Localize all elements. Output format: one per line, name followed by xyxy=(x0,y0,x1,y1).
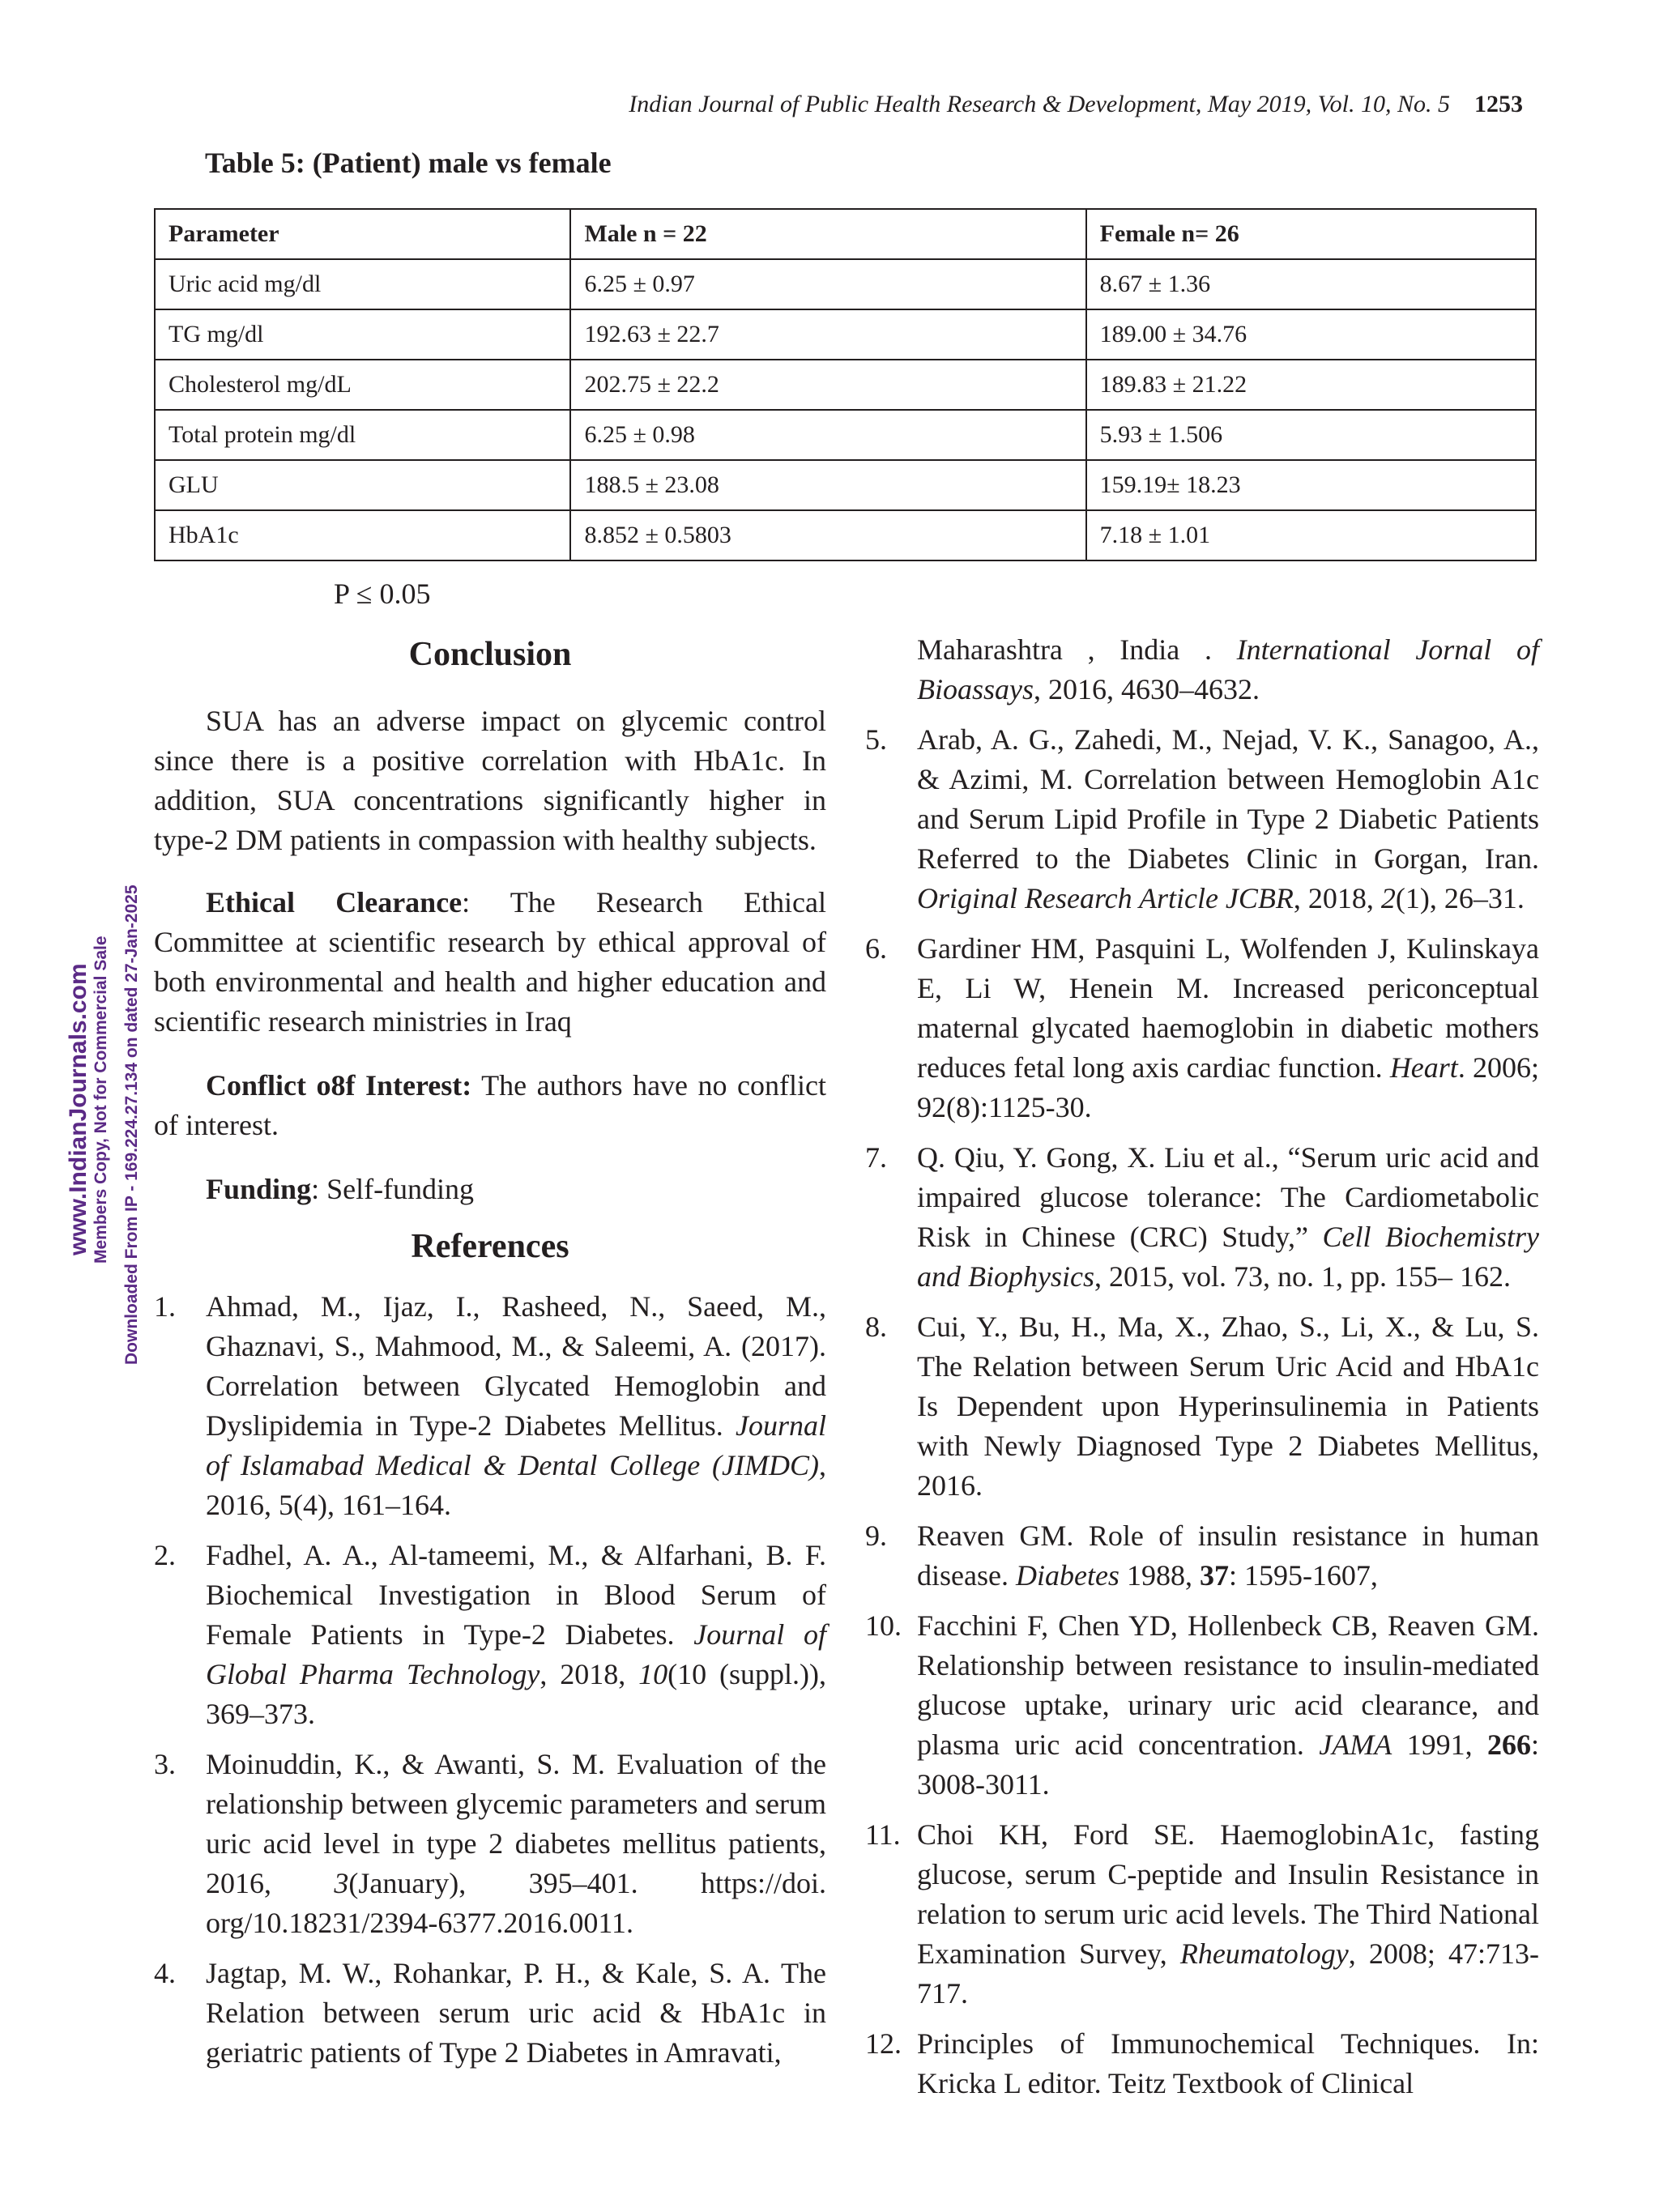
reference-text: Fadhel, A. A., Al-tameemi, M., & Alfarhani, B. F. Biochemical Investigation in Blood Serum of Female Patients in Type-2 Diabetes. Journal of Global Pharma Technology, 2018, 10(10 (suppl.)), 369–373. xyxy=(206,1539,826,1730)
table-cell: 189.00 ± 34.76 xyxy=(1086,309,1536,360)
column-header: Male n = 22 xyxy=(570,209,1085,259)
reference-item xyxy=(865,720,1539,918)
conflict-label: Conflict o8f Interest: xyxy=(206,1069,472,1102)
page-number: 1253 xyxy=(1474,91,1523,117)
ethical-clearance-paragraph xyxy=(154,883,826,1042)
funding-paragraph xyxy=(154,1170,826,1209)
reference-text: Cui, Y., Bu, H., Ma, X., Zhao, S., Li, X., & Lu, S. The Relation between Serum Uric Acid and HbA1c Is Dependent upon Hyperinsulinemia in Patients with Newly Diagnosed Type 2 Diabetes Mellitus, 2016. xyxy=(917,1311,1539,1502)
reference-text: Maharashtra , India . International Jornal of Bioassays, 2016, 4630–4632. xyxy=(917,633,1539,705)
table-row xyxy=(155,510,1536,560)
table-cell: HbA1c xyxy=(155,510,570,560)
table-row xyxy=(155,309,1536,360)
reference-text: Choi KH, Ford SE. HaemoglobinA1c, fasting glucose, serum C-peptide and Insulin Resistance in relation to serum uric acid levels. The Third National Examination Survey, Rheumatology, 2008; 47:713-717. xyxy=(917,1818,1539,2010)
table-cell: TG mg/dl xyxy=(155,309,570,360)
running-header xyxy=(535,91,1523,118)
reference-text: Gardiner HM, Pasquini L, Wolfenden J, Kulinskaya E, Li W, Henein M. Increased periconceptual maternal glycated haemoglobin in diabetic mothers reduces fetal long axis cardiac function. Heart. 2006; 92(8):1125-30. xyxy=(917,932,1539,1123)
reference-text: Jagtap, M. W., Rohankar, P. H., & Kale, S. A. The Relation between serum uric acid & HbA1c in geriatric patients of Type 2 Diabetes in Amravati, xyxy=(206,1957,826,2069)
table-row xyxy=(155,360,1536,410)
sidebar-download-notice: Downloaded From IP - 169.224.27.134 on dated 27-Jan-2025 xyxy=(122,884,141,1365)
table-cell: 8.67 ± 1.36 xyxy=(1086,259,1536,309)
significance-note: P ≤ 0.05 xyxy=(334,578,431,610)
references-heading: References xyxy=(411,1228,569,1265)
table-cell: Total protein mg/dl xyxy=(155,410,570,460)
reference-number: 4. xyxy=(154,1957,176,1989)
reference-number: 9. xyxy=(865,1519,887,1552)
table-row xyxy=(155,460,1536,510)
reference-number: 12. xyxy=(865,2027,902,2060)
reference-number: 8. xyxy=(865,1311,887,1343)
reference-text: Arab, A. G., Zahedi, M., Nejad, V. K., Sanagoo, A., & Azimi, M. Correlation between Hemoglobin A1c and Serum Lipid Profile in Type 2 Diabetic Patients Referred to the Diabetes Clinic in Gorgan, Iran. Original Research Article JCBR, 2018, 2(1), 26–31. xyxy=(917,723,1539,914)
table-title: Table 5: (Patient) male vs female xyxy=(205,147,612,179)
reference-number: 2. xyxy=(154,1539,176,1571)
conclusion-heading: Conclusion xyxy=(408,636,572,673)
references-list-left xyxy=(154,1287,826,2073)
conclusion-paragraph: SUA has an adverse impact on glycemic control since there is a positive correlation with HbA1c. In addition, SUA concentrations significantly higher in type-2 DM patients in compassion with healthy subjects. xyxy=(154,705,826,856)
table-cell: Cholesterol mg/dL xyxy=(155,360,570,410)
reference-item xyxy=(154,1536,826,1734)
reference-item xyxy=(154,1287,826,1525)
table-header-row xyxy=(155,209,1536,259)
table-cell: 202.75 ± 22.2 xyxy=(570,360,1085,410)
reference-number: 1. xyxy=(154,1290,176,1323)
table-cell: 8.852 ± 0.5803 xyxy=(570,510,1085,560)
table-cell: 6.25 ± 0.97 xyxy=(570,259,1085,309)
column-header: Parameter xyxy=(155,209,570,259)
reference-text: Reaven GM. Role of insulin resistance in human disease. Diabetes 1988, 37: 1595-1607, xyxy=(917,1519,1539,1592)
reference-number: 10. xyxy=(865,1609,902,1642)
reference-text: Moinuddin, K., & Awanti, S. M. Evaluation of the relationship between glycemic parameters and serum uric acid level in type 2 diabetes mellitus patients, 2016, 3(January), 395–401. https://doi. org/10.18231/2394-6377.2016.0011. xyxy=(206,1748,827,1939)
reference-number xyxy=(865,630,917,710)
funding-label: Funding xyxy=(206,1173,312,1205)
conflict-text: The authors have no conflict of interest. xyxy=(154,1069,826,1141)
table-cell: 188.5 ± 23.08 xyxy=(570,460,1085,510)
journal-citation: Indian Journal of Public Health Research & Development, May 2019, Vol. 10, No. 5 xyxy=(629,91,1450,117)
table-cell: 159.19± 18.23 xyxy=(1086,460,1536,510)
reference-item xyxy=(865,929,1539,1127)
reference-text: Q. Qiu, Y. Gong, X. Liu et al., “Serum uric acid and impaired glucose tolerance: The Cardiometabolic Risk in Chinese (CRC) Study,” Cell Biochemistry and Biophysics, 2015, vol. 73, no. 1, pp. 155– 162. xyxy=(917,1141,1539,1293)
table-cell: 5.93 ± 1.506 xyxy=(1086,410,1536,460)
reference-number: 5. xyxy=(865,723,887,756)
reference-item-continued xyxy=(865,630,1539,710)
right-column xyxy=(865,630,1539,2103)
reference-item xyxy=(154,1745,826,1943)
column-header: Female n= 26 xyxy=(1086,209,1536,259)
reference-text: Ahmad, M., Ijaz, I., Rasheed, N., Saeed, M., Ghaznavi, S., Mahmood, M., & Saleemi, A. (2017). Correlation between Glycated Hemoglobin and Dyslipidemia in Type-2 Diabetes Mellitus. Journal of Islamabad Medical & Dental College (JIMDC), 2016, 5(4), 161–164. xyxy=(206,1290,826,1521)
reference-number: 7. xyxy=(865,1141,887,1174)
table-cell: Uric acid mg/dl xyxy=(155,259,570,309)
reference-item xyxy=(154,1954,826,2073)
table-cell: GLU xyxy=(155,460,570,510)
table-cell: 6.25 ± 0.98 xyxy=(570,410,1085,460)
reference-item xyxy=(865,1138,1539,1297)
sidebar-copy-notice: Members Copy, Not for Commercial Sale xyxy=(92,936,110,1264)
reference-item xyxy=(865,2024,1539,2103)
table-cell: 192.63 ± 22.7 xyxy=(570,309,1085,360)
conflict-paragraph xyxy=(154,1066,826,1145)
reference-text: Facchini F, Chen YD, Hollenbeck CB, Reaven GM. Relationship between resistance to insulin-mediated glucose uptake, urinary uric acid clearance, and plasma uric acid concentration. JAMA 1991, 266: 3008-3011. xyxy=(917,1609,1540,1801)
table-row xyxy=(155,259,1536,309)
reference-item xyxy=(865,1815,1539,2014)
table-cell: 7.18 ± 1.01 xyxy=(1086,510,1536,560)
reference-number: 6. xyxy=(865,932,887,965)
ethical-clearance-text: : The Research Ethical Committee at scientific research by ethical approval of both environmental and health and higher education and scientific research ministries in Iraq xyxy=(154,886,826,1038)
table-row xyxy=(155,410,1536,460)
funding-text: : Self-funding xyxy=(311,1173,475,1205)
table-cell: 189.83 ± 21.22 xyxy=(1086,360,1536,410)
reference-number: 11. xyxy=(865,1818,901,1851)
reference-number: 3. xyxy=(154,1748,176,1780)
reference-text: Principles of Immunochemical Techniques. In: Kricka L editor. Teitz Textbook of Clinical xyxy=(917,2027,1539,2099)
results-table xyxy=(154,208,1537,561)
reference-item xyxy=(865,1516,1539,1596)
ethical-clearance-label: Ethical Clearance xyxy=(206,886,463,918)
reference-item xyxy=(865,1307,1539,1506)
sidebar-site-watermark: www.IndianJournals.com xyxy=(65,963,92,1255)
reference-item xyxy=(865,1606,1539,1805)
left-column xyxy=(154,632,826,2073)
